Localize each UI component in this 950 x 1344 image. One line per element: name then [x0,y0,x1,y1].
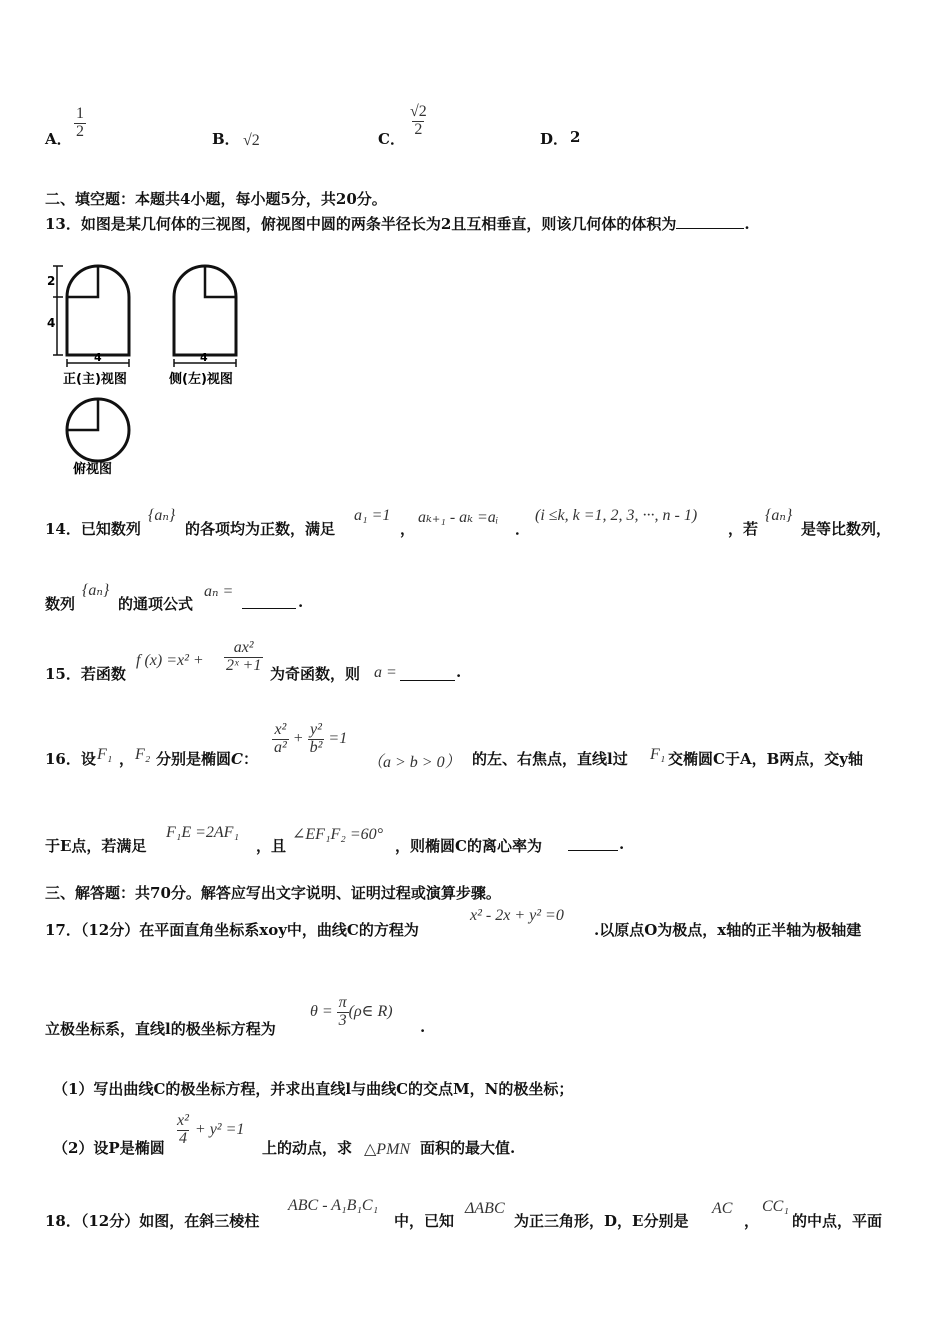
q16-line2-mid: ，且 [256,837,287,855]
q16-prefix: 16．设 [45,750,96,768]
q16-rest2: 交椭圆C于A，B两点，交y轴 [668,750,863,768]
option-a-label: A． [45,130,72,148]
three-views-figure [45,255,255,477]
q17-line2-prefix: 立极坐标系，直线l的极坐标方程为 [45,1020,276,1038]
q14-seq3: {aₙ} [82,582,110,599]
q14-line2-mid: 的通项公式 [118,595,194,613]
q16-end: . [619,835,625,853]
q18-end: 的中点，平面 [792,1212,883,1230]
option-b-value: √2 [243,132,260,149]
q18-ac: AC [712,1200,733,1217]
q14-mid1: 的各项均为正数，满足 [185,520,336,538]
q17-2-prefix: （2）设P是椭圆 [53,1139,165,1157]
front-view [67,266,129,355]
q17-theta: θ = [310,1002,333,1020]
q13-text: 13．如图是某几何体的三视图，俯视图中圆的两条半径长为2且互相垂直，则该几何体的体积为 [45,215,677,233]
dim-top-label: 2 [47,274,56,288]
top-view [67,399,129,461]
q14-seq2: {aₙ} [765,507,793,524]
q17-end: . [420,1018,426,1036]
q14-prefix: 14．已知数列 [45,520,141,538]
q14-line2-prefix: 数列 [45,595,76,613]
option-c-num: √2 [410,103,427,120]
q14-comma: ， [400,520,416,538]
q16-line2-tail: ，则椭圆C的离心率为 [395,837,542,855]
q16-sep: ， [119,750,135,768]
q15-num: ax² [233,639,254,656]
q18-prism: ABC - A₁B₁C₁ [288,1197,379,1214]
q17-prefix: 17．（12分）在平面直角坐标系xoy中，曲线C的方程为 [45,921,419,939]
q16-x-num: x² [274,721,287,738]
q18-prefix: 18．（12分）如图，在斜三棱柱 [45,1212,260,1230]
front-view-caption: 正(主)视图 [63,372,127,387]
q14-an: aₙ = [204,583,234,600]
q15-end: . [456,663,462,681]
option-b-label: B． [212,130,240,148]
q18-mid2: 为正三角形，D，E分别是 [514,1212,689,1230]
q17-eq: x² - 2x + y² =0 [470,907,564,924]
q16-f2: F₂ [135,746,151,763]
q18-sep: ， [744,1212,760,1230]
q16-mid1: 分别是椭圆C： [156,750,258,768]
q14-mid2: ，若 [728,520,759,538]
side-view [174,266,236,355]
q14-range: (i ≤k, k =1, 2, 3, ···, n - 1) [535,507,698,524]
q17-cond: (ρ∈ R) [348,1002,393,1020]
q13-answer-blank [676,216,744,229]
option-a-value [74,106,86,141]
q16-vec: F₁E =2AF₁ [166,824,240,841]
q16-eq: =1 [328,729,348,747]
question-13 [45,213,750,234]
q13-end: . [744,215,750,233]
q14-line2-end: . [298,593,304,611]
q15-a: a = [374,664,397,681]
option-a-den: 2 [76,122,84,140]
q14-answer-blank [242,594,296,613]
q16-y-num: y² [310,721,322,738]
q16-cond: （a > b > 0） [367,754,461,771]
q15-answer-blank [400,666,455,685]
q15-mid: 为奇函数，则 [270,665,361,683]
q14-seq: {aₙ} [148,507,176,524]
q17-tail: .以原点O为极点，x轴的正半轴为极轴建 [594,921,862,939]
q17-num: π [338,994,347,1011]
q16-rest: 的左、右焦点，直线l过 [472,750,628,768]
option-c-label: C． [378,130,405,148]
option-a-num: 1 [76,105,84,122]
q18-mid1: 中，已知 [394,1212,455,1230]
option-d-label: D． [540,130,569,148]
q14-dot: ． [515,520,531,538]
q16-line2-prefix: 于E点，若满足 [45,837,147,855]
dim-mid-label: 4 [47,316,56,330]
side-width-label: 4 [200,351,208,364]
q17-part-1: （1）写出曲线C的极坐标方程，并求出直线l与曲线C的交点M，N的极坐标； [53,1080,574,1098]
q14-cond2: aₖ₊₁ - aₖ =aᵢ [418,509,499,526]
q16-x-den: a² [274,738,287,756]
q16-answer-blank [568,836,618,855]
top-view-caption: 俯视图 [73,462,113,477]
front-width-label: 4 [94,351,102,364]
q16-y-den: b² [309,738,323,756]
section-3-heading: 三、解答题：共70分。解答应写出文字说明、证明过程或演算步骤。 [45,884,501,902]
q16-plus: + [292,729,304,747]
q16-angle: ∠EF₁F₂ =60° [292,826,384,843]
side-view-caption: 侧(左)视图 [169,372,233,387]
q15-den: 2ˣ +1 [226,656,262,674]
q16-f1b: F₁ [650,746,666,763]
option-c-value [408,104,429,139]
q18-cc: CC₁ [762,1198,789,1215]
q17-2-tri: △PMN [364,1141,411,1158]
option-d-value: 2 [570,128,581,146]
q16-ellipse-eq [272,722,347,757]
q17-2-den: 4 [178,1129,187,1147]
q15-prefix: 15．若函数 [45,665,126,683]
q17-2-mid: 上的动点，求 [262,1139,353,1157]
option-c-den: 2 [414,120,423,138]
section-2-heading: 二、填空题：本题共4小题，每小题5分，共20分。 [45,190,387,208]
q15-f: f (x) =x² + [136,652,204,669]
q14-tail: 是等比数列， [801,520,892,538]
q15-fraction [224,640,263,675]
q17-2-num: x² [177,1112,189,1129]
front-view-dimensions [53,266,129,367]
q17-2-rest: + y² =1 [194,1120,245,1138]
q14-cond1: a₁ =1 [354,507,391,524]
q16-f1: F₁ [97,746,113,763]
q17-den: 3 [338,1011,347,1029]
q18-tri: ΔABC [465,1200,505,1217]
q17-2-ellipse [175,1113,244,1148]
q17-2-end: 面积的最大值. [420,1139,516,1157]
q17-polar-eq [310,995,393,1030]
